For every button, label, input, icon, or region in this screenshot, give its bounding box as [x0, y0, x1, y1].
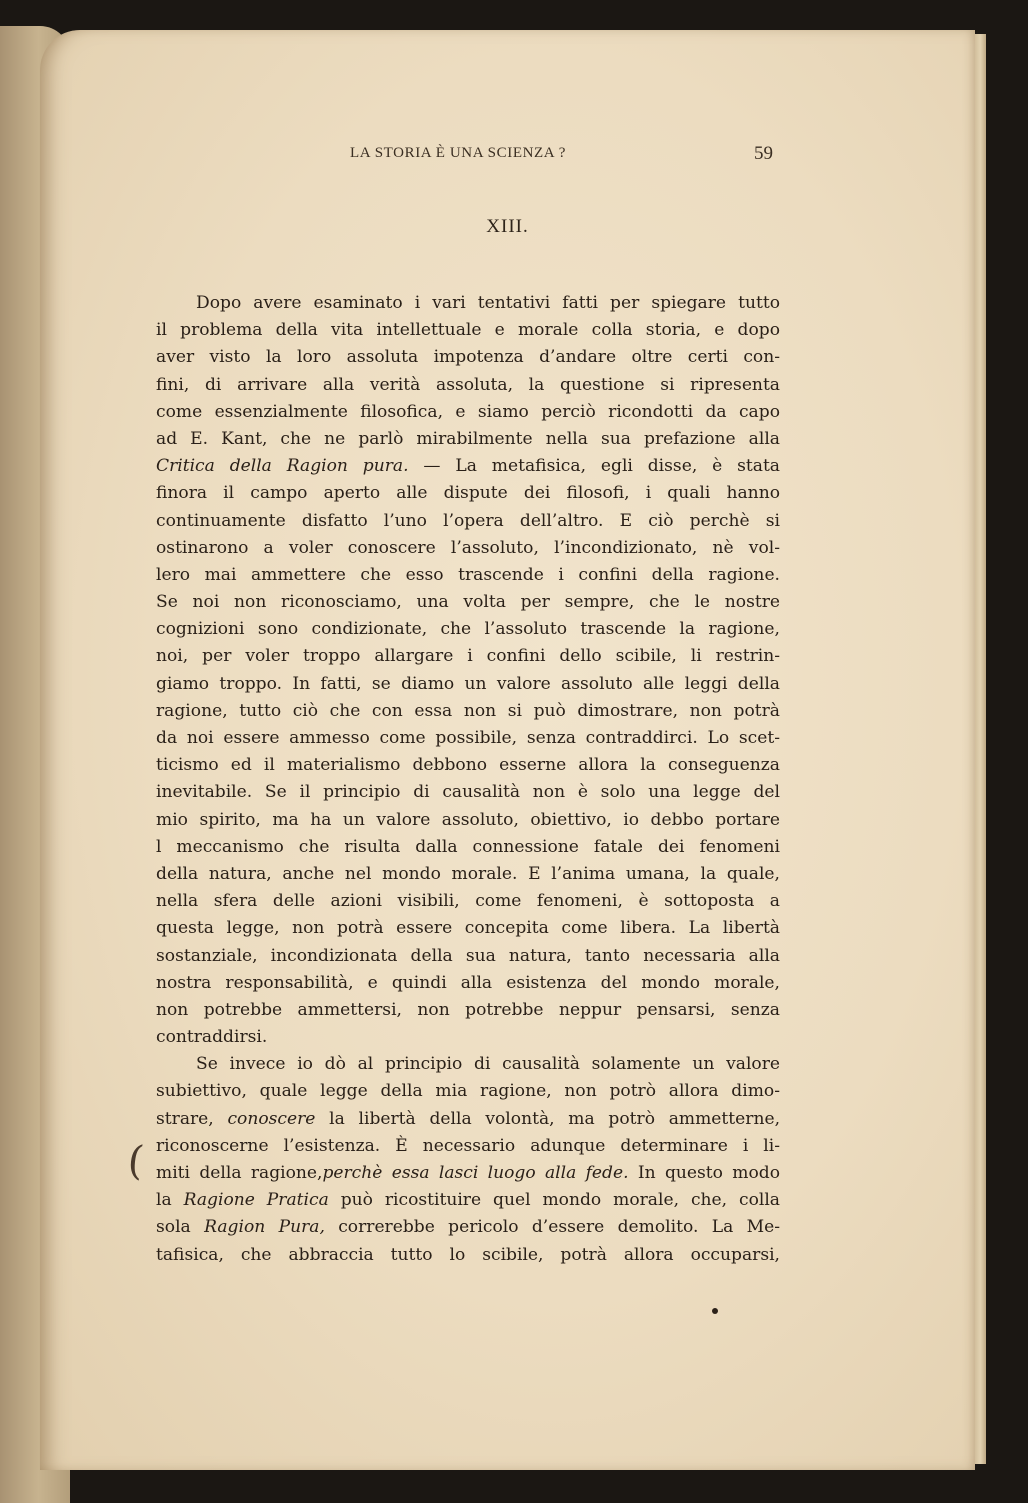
ink-spot — [712, 1308, 718, 1314]
text-line: fini, di arrivare alla verità assoluta, la questione si ripresenta — [156, 374, 780, 395]
text-line: ad E. Kant, che ne parlò mirabilmente nella sua prefazione alla — [156, 428, 780, 449]
text-line: cognizioni sono condizionate, che l’assoluto trascende la ragione, — [156, 619, 780, 640]
text-line: nostra responsabilità, e quindi alla esistenza del mondo morale, — [156, 972, 780, 993]
text-line — [156, 453, 780, 480]
text-fragment: strare, — [156, 1108, 214, 1129]
text-line — [156, 1214, 780, 1241]
text-line: Se noi non riconosciamo, una volta per sempre, che le nostre — [156, 592, 780, 613]
italic-title: Ragione Pratica — [183, 1190, 329, 1211]
text-line: noi, per voler troppo allargare i confini dello scibile, li restrin- — [156, 646, 780, 667]
italic-word: conoscere — [227, 1108, 316, 1129]
text-line: inevitabile. Se il principio di causalità non è solo una legge del — [156, 782, 780, 803]
text-line: subiettivo, quale legge della mia ragione, non potrò allora dimo- — [156, 1081, 780, 1102]
page-number: 59 — [754, 143, 773, 164]
text-line: della natura, anche nel mondo morale. E l’anima umana, la quale, — [156, 863, 780, 884]
text-line: il problema della vita intellettuale e morale colla storia, e dopo — [156, 320, 780, 341]
text-line: questa legge, non potrà essere concepita come libera. La libertà — [156, 918, 780, 939]
text-fragment: la libertà della volontà, ma potrò ammetterne, — [329, 1108, 781, 1129]
page-header — [40, 145, 975, 175]
text-line: ostinarono a voler conoscere l’assoluto, l’incondizionato, nè vol- — [156, 537, 780, 558]
text-fragment: può ricostituire quel mondo morale, che, colla — [340, 1190, 780, 1211]
text-line: continuamente disfatto l’uno l’opera dell’altro. E ciò perchè si — [156, 510, 780, 531]
text-line: tafisica, che abbraccia tutto lo scibile, potrà allora occuparsi, — [156, 1244, 780, 1265]
text-line: Dopo avere esaminato i vari tentativi fatti per spiegare tutto — [196, 293, 780, 313]
text-line: sostanziale, incondizionata della sua natura, tanto necessaria alla — [156, 945, 780, 966]
text-line: ragione, tutto ciò che con essa non si può dimostrare, non potrà — [156, 700, 780, 721]
text-fragment: sola — [156, 1217, 191, 1238]
italic-title: Ragion Pura, — [204, 1217, 325, 1238]
italic-phrase: perchè essa lasci luogo alla fede. — [322, 1163, 629, 1183]
text-line: Se invece io dò al principio di causalità solamente un valore — [196, 1054, 780, 1075]
text-line: mio spirito, ma ha un valore assoluto, obiettivo, io debbo portare — [156, 809, 780, 830]
text-fragment: la — [156, 1190, 172, 1211]
text-fragment: — La metafisica, egli disse, è stata — [423, 456, 780, 477]
text-line: aver visto la loro assoluta impotenza d’andare oltre certi con- — [156, 347, 780, 368]
text-line — [156, 1106, 780, 1133]
running-title: LA STORIA È UNA SCIENZA ? — [350, 145, 566, 161]
text-line: giamo troppo. In fatti, se diamo un valore assoluto alle leggi della — [156, 673, 780, 694]
book-page — [40, 30, 975, 1470]
text-fragment: miti della ragione, — [156, 1163, 323, 1183]
section-title: XIII. — [486, 216, 529, 237]
text-line: come essenzialmente filosofica, e siamo perciò ricondotti da capo — [156, 401, 780, 422]
text-line: ticismo ed il materialismo debbono esserne allora la conseguenza — [156, 755, 780, 776]
text-line: l meccanismo che risulta dalla connessione fatale dei fenomeni — [156, 836, 780, 857]
text-line: riconoscerne l’esistenza. È necessario adunque determinare i li- — [156, 1135, 780, 1156]
text-line: nella sfera delle azioni visibili, come fenomeni, è sottoposta a — [156, 891, 780, 912]
italic-title: Critica della Ragion pura. — [156, 456, 409, 477]
text-line: contraddirsi. — [156, 1027, 268, 1048]
text-line — [156, 1160, 780, 1187]
text-line: non potrebbe ammettersi, non potrebbe neppur pensarsi, senza — [156, 999, 780, 1020]
text-line: lero mai ammettere che esso trascende i confini della ragione. — [156, 564, 780, 585]
text-fragment: In questo modo — [637, 1163, 781, 1183]
text-line — [156, 1187, 780, 1214]
text-fragment: correrebbe pericolo d’essere demolito. La Me- — [338, 1217, 781, 1238]
text-line: da noi essere ammesso come possibile, senza contraddirci. Lo scet- — [156, 728, 780, 748]
text-line: finora il campo aperto alle dispute dei filosofi, i quali hanno — [156, 483, 780, 504]
body-text — [156, 290, 780, 1269]
handwritten-margin-mark: ( — [125, 1137, 146, 1185]
